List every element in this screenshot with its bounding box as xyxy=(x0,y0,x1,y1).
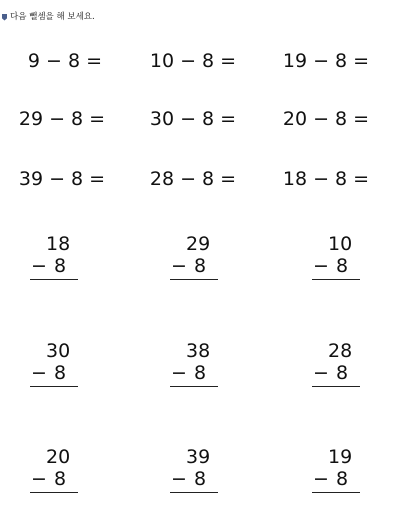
subtrahend: 8 xyxy=(53,362,67,384)
minus-sign: − xyxy=(313,468,329,490)
horizontal-problem: 30 − 8 = xyxy=(149,108,237,130)
minus-sign: − xyxy=(313,255,329,277)
horizontal-problem: 19 − 8 = xyxy=(282,50,370,72)
answer-line xyxy=(170,492,218,493)
answer-line xyxy=(170,386,218,387)
instruction-text: 다음 뺄셈을 해 보세요. xyxy=(10,12,95,22)
answer-line xyxy=(30,492,78,493)
subtrahend: 8 xyxy=(193,362,207,384)
minus-sign: − xyxy=(171,362,187,384)
minus-sign: − xyxy=(31,468,47,490)
answer-line xyxy=(170,279,218,280)
answer-line xyxy=(312,386,360,387)
horizontal-problem: 28 − 8 = xyxy=(149,168,237,190)
instruction xyxy=(2,11,95,23)
horizontal-problem: 10 − 8 = xyxy=(149,50,237,72)
subtrahend: 8 xyxy=(335,468,349,490)
answer-line xyxy=(312,492,360,493)
answer-line xyxy=(30,386,78,387)
minuend: 20 xyxy=(46,446,71,468)
subtrahend: 8 xyxy=(335,255,349,277)
minuend: 30 xyxy=(46,340,71,362)
minus-sign: − xyxy=(31,255,47,277)
horizontal-problem: 18 − 8 = xyxy=(282,168,370,190)
subtrahend: 8 xyxy=(335,362,349,384)
minuend: 10 xyxy=(328,233,353,255)
minus-sign: − xyxy=(171,468,187,490)
minuend: 29 xyxy=(186,233,211,255)
answer-line xyxy=(312,279,360,280)
minuend: 28 xyxy=(328,340,353,362)
horizontal-problem: 39 − 8 = xyxy=(18,168,106,190)
answer-line xyxy=(30,279,78,280)
minuend: 39 xyxy=(186,446,211,468)
horizontal-problem: 20 − 8 = xyxy=(282,108,370,130)
minuend: 38 xyxy=(186,340,211,362)
minus-sign: − xyxy=(171,255,187,277)
subtrahend: 8 xyxy=(193,468,207,490)
minus-sign: − xyxy=(313,362,329,384)
subtrahend: 8 xyxy=(193,255,207,277)
subtrahend: 8 xyxy=(53,468,67,490)
minuend: 18 xyxy=(46,233,71,255)
horizontal-problem: 9 − 8 = xyxy=(27,50,103,72)
horizontal-problem: 29 − 8 = xyxy=(18,108,106,130)
bullet-icon xyxy=(2,14,7,21)
subtrahend: 8 xyxy=(53,255,67,277)
minus-sign: − xyxy=(31,362,47,384)
minuend: 19 xyxy=(328,446,353,468)
